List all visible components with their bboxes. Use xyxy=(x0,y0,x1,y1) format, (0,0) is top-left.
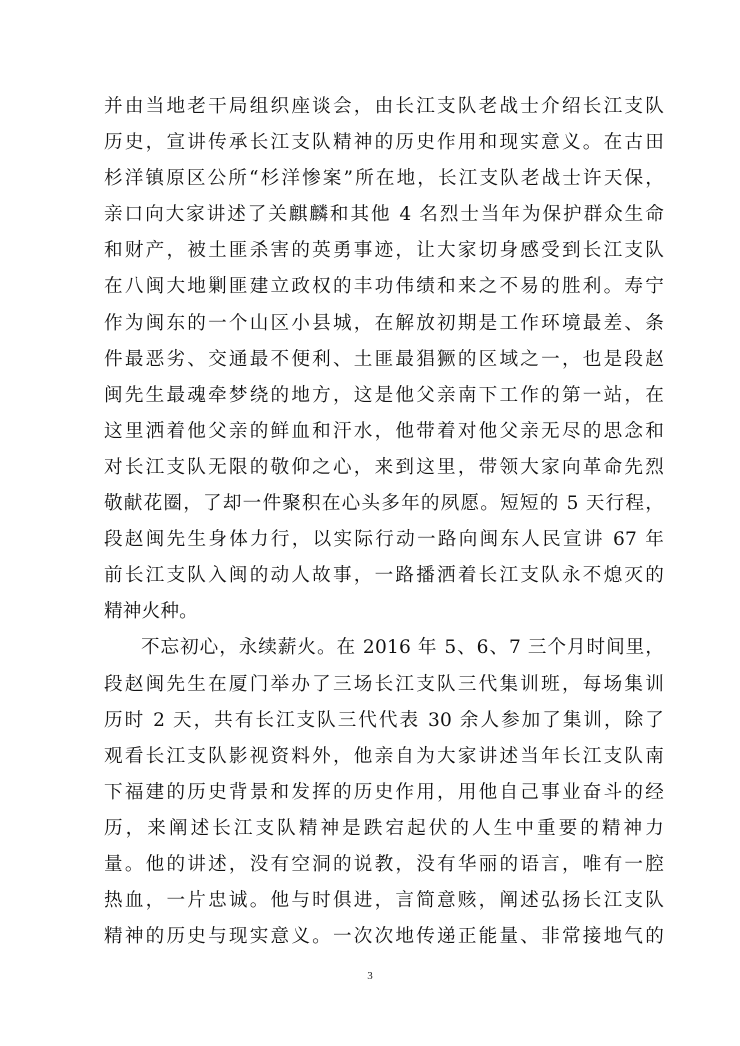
text-line: 亲口向大家讲述了关麒麟和其他 4 名烈士当年为保护群众生命 xyxy=(104,204,664,226)
text-line: 观看长江支队影视资料外，他亲自为大家讲述当年长江支队南 xyxy=(104,745,664,767)
text-line: 不忘初心，永续薪火。在 2016 年 5、6、7 三个月时间里， xyxy=(141,637,664,659)
text-line: 量。他的讲述，没有空洞的说教，没有华丽的语言，唯有一腔 xyxy=(104,853,664,875)
text-line: 热血，一片忠诚。他与时俱进，言简意赅，阐述弘扬长江支队 xyxy=(104,890,664,912)
text-line: 和财产，被土匪杀害的英勇事迹，让大家切身感受到长江支队 xyxy=(104,240,664,262)
text-line: 杉洋镇原区公所“杉洋惨案”所在地，长江支队老战士许天保， xyxy=(104,168,664,190)
body-text xyxy=(104,89,664,955)
page-number: 3 xyxy=(367,970,373,982)
text-line: 精神的历史与现实意义。一次次地传递正能量、非常接地气的 xyxy=(104,926,664,948)
text-line: 前长江支队入闽的动人故事，一路播洒着长江支队永不熄灭的 xyxy=(104,565,664,587)
text-line: 精神火种。 xyxy=(104,601,198,623)
paragraph-1 xyxy=(104,89,664,630)
text-line: 历史，宣讲传承长江支队精神的历史作用和现实意义。在古田 xyxy=(104,132,664,154)
text-line: 在八闽大地剿匪建立政权的丰功伟绩和来之不易的胜利。寿宁 xyxy=(104,276,664,298)
paragraph-2 xyxy=(104,630,664,955)
text-line: 历，来阐述长江支队精神是跌宕起伏的人生中重要的精神力 xyxy=(104,817,664,839)
text-line: 对长江支队无限的敬仰之心，来到这里，带领大家向革命先烈 xyxy=(104,456,664,478)
text-line: 下福建的历史背景和发挥的历史作用，用他自己事业奋斗的经 xyxy=(104,781,664,803)
text-line: 并由当地老干局组织座谈会，由长江支队老战士介绍长江支队 xyxy=(104,96,664,117)
text-line: 这里洒着他父亲的鲜血和汗水，他带着对他父亲无尽的思念和 xyxy=(104,420,664,442)
text-line: 件最恶劣、交通最不便利、土匪最猖獗的区域之一，也是段赵 xyxy=(104,348,664,370)
text-line: 段赵闽先生身体力行，以实际行动一路向闽东人民宣讲 67 年 xyxy=(104,529,664,551)
text-line: 闽先生最魂牵梦绕的地方，这是他父亲南下工作的第一站，在 xyxy=(104,384,664,406)
text-line: 历时 2 天，共有长江支队三代代表 30 余人参加了集训，除了 xyxy=(104,709,664,731)
text-line: 敬献花圈，了却一件聚积在心头多年的夙愿。短短的 5 天行程， xyxy=(104,493,664,515)
text-line: 作为闽东的一个山区小县城，在解放初期是工作环境最差、条 xyxy=(104,312,664,334)
text-line: 段赵闽先生在厦门举办了三场长江支队三代集训班，每场集训 xyxy=(104,673,664,695)
